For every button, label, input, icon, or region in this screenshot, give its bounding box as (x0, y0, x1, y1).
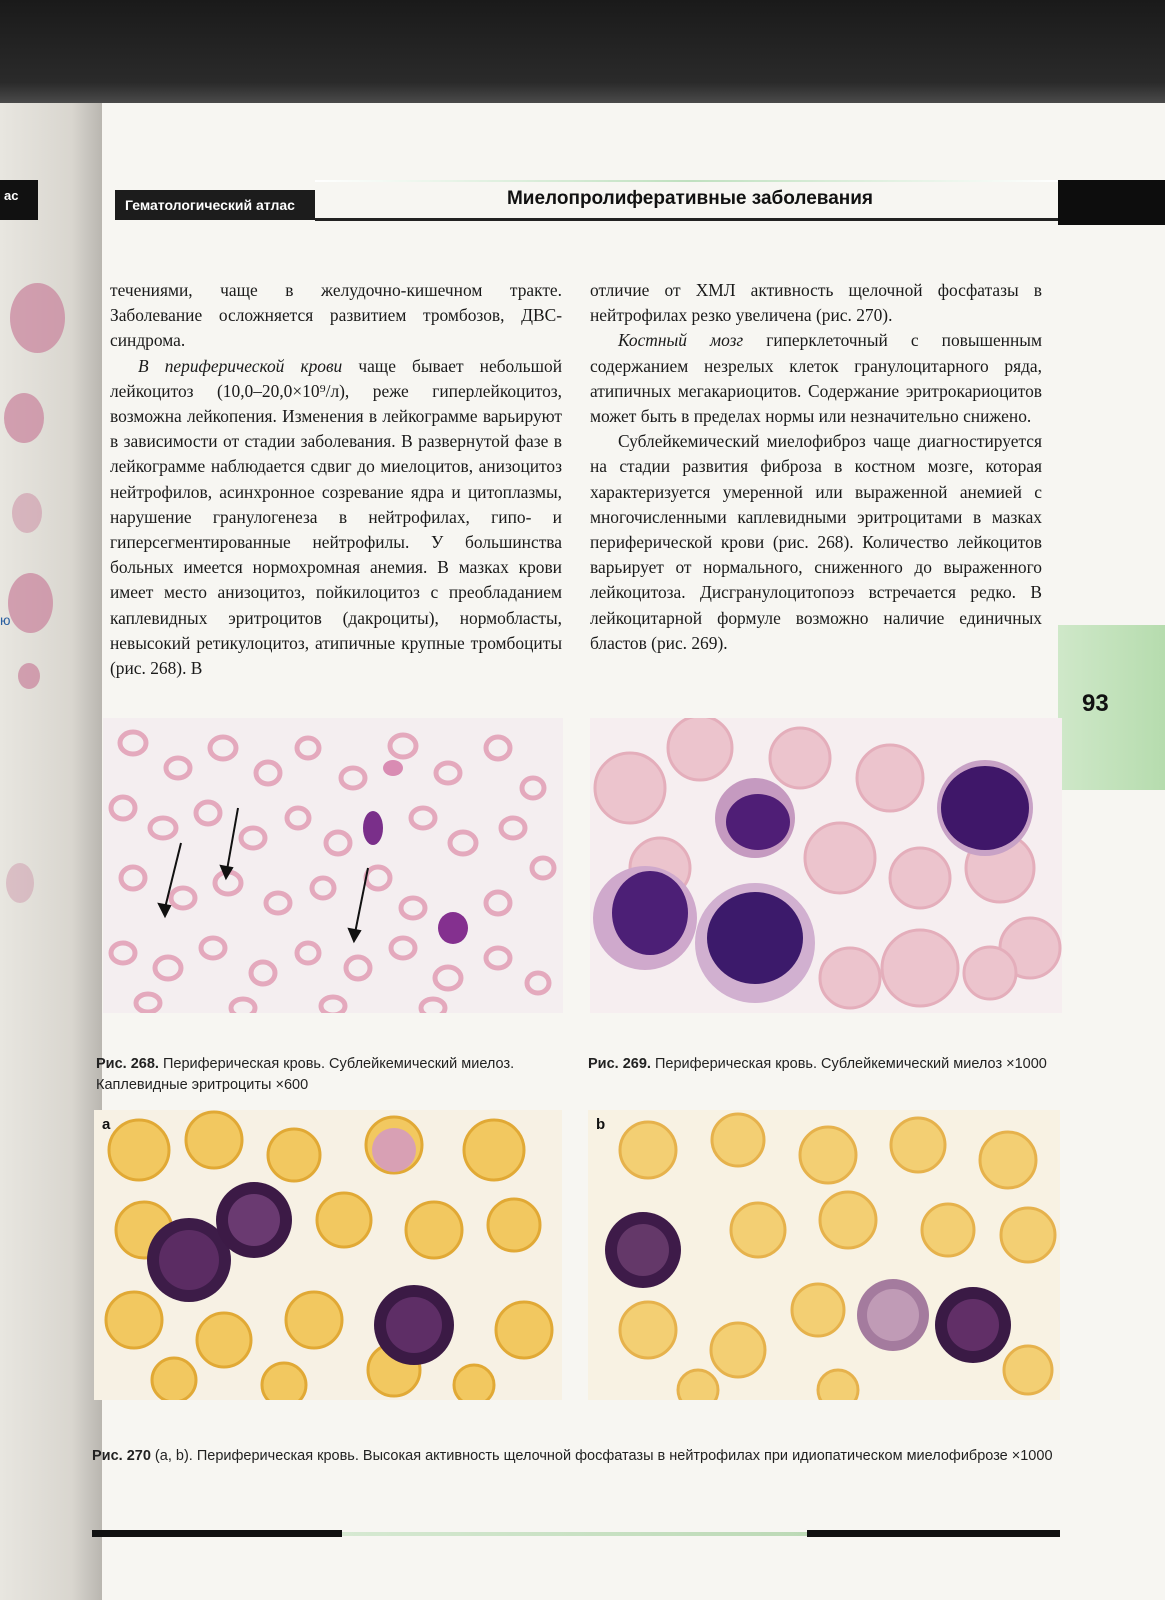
footer-rule-middle (342, 1532, 807, 1536)
figure-268-caption (96, 1054, 566, 1096)
caption-text: Периферическая кровь. Сублейкемический миелоз. Каплевидные эритроциты ×600 (96, 1056, 515, 1093)
text-column-right (590, 278, 1042, 656)
smear-drawing (103, 718, 563, 1013)
emphasis: В периферической крови (138, 355, 343, 376)
figure-270b-micrograph (588, 1110, 1060, 1400)
header-rule (315, 218, 1060, 221)
paragraph-text: чаще бывает небольшой лейкоцитоз (10,0–20,0×10⁹/л), реже гиперлейкоцитоз, возможна лейкопения. Изменения в лейкограмме варьируют в зависимости от стадии заболевания. В развернутой фазе в лейкограмме наблюдается сдвиг до миелоцитов, анизоцитоз нейтрофилов, асинхронное созревание ядра и цитоплазмы, нарушение гранулогенеза в нейтрофилах, гипо- и гиперсегментированные нейтрофилы. У большинства больных имеется нормохромная анемия. В мазках крови имеет место анизоцитоз, пойкилоцитоз с преобладанием каплевидных эритроцитов (дакроциты), нормобласты, невысокий ретикулоцитоз, атипичные крупные тромбоциты (рис. 268). В (110, 355, 563, 679)
figure-268-micrograph (103, 718, 563, 1013)
smear-drawing (94, 1110, 562, 1400)
caption-text: (a, b). Периферическая кровь. Высокая активность щелочной фосфатазы в нейтрофилах при идиопатическом миелофиброзе ×1000 (150, 1448, 1053, 1464)
smear-drawing (590, 718, 1062, 1013)
paragraph (590, 328, 1042, 429)
previous-page-text: ю (0, 612, 11, 628)
header-top-rule (315, 180, 1060, 182)
text-column-left (110, 278, 562, 681)
chapter-side-tab (1058, 625, 1165, 790)
header-right-block (1058, 180, 1165, 225)
paragraph (110, 354, 562, 682)
footer-rule-right (807, 1530, 1060, 1537)
scan-top-shadow (0, 0, 1165, 103)
figure-270-caption (92, 1446, 1057, 1467)
figure-number: Рис. 269. (588, 1056, 651, 1072)
paragraph-text: гиперклеточный с повышенным содержанием незрелых клеток гранулоцитарного ряда, атипичных мегакариоцитов. Содержание эритрокариоцитов может быть в пределах нормы или незначительно снижено. (590, 330, 1042, 427)
panel-label-a: a (102, 1116, 111, 1133)
chapter-title: Миелопролиферативные заболевания (506, 188, 874, 209)
panel-label-b: b (596, 1116, 606, 1133)
figure-270a-micrograph (94, 1110, 562, 1400)
caption-text: Периферическая кровь. Сублейкемический миелоз ×1000 (650, 1056, 1047, 1072)
footer-rule-left (92, 1530, 342, 1537)
paragraph: отличие от ХМЛ активность щелочной фосфатазы в нейтрофилах резко увеличена (рис. 270). (590, 280, 1042, 326)
figure-269-caption (588, 1054, 1058, 1075)
previous-page-edge (0, 103, 102, 1600)
page-number: 93 (1082, 690, 1109, 717)
figure-number: Рис. 268. (96, 1056, 159, 1072)
figure-269-micrograph (590, 718, 1062, 1013)
figure-number: Рис. 270 (92, 1448, 151, 1464)
previous-page-tab: ас (0, 180, 38, 220)
paragraph: течениями, чаще в желудочно-кишечном тракте. Заболевание осложняется развитием тромбозов, ДВС-синдрома. (110, 280, 562, 351)
smear-drawing (588, 1110, 1060, 1400)
emphasis: Костный мозг (618, 330, 744, 351)
paragraph: Сублейкемический миелофиброз чаще диагностируется на стадии развития фиброза в костном мозге, которая характеризуется умеренной или выраженной анемией с многочисленными каплевидными эритроцитами в мазках периферической крови (рис. 268). Количество лейкоцитов варьирует от нормального, сниженного до выраженного лейкоцитоза. Дисгранулоцитопоэз встречается редко. В лейкоцитарной формуле возможно наличие единичных бластов (рис. 269). (590, 431, 1042, 653)
header-book-title: Гематологический атлас (115, 190, 315, 220)
